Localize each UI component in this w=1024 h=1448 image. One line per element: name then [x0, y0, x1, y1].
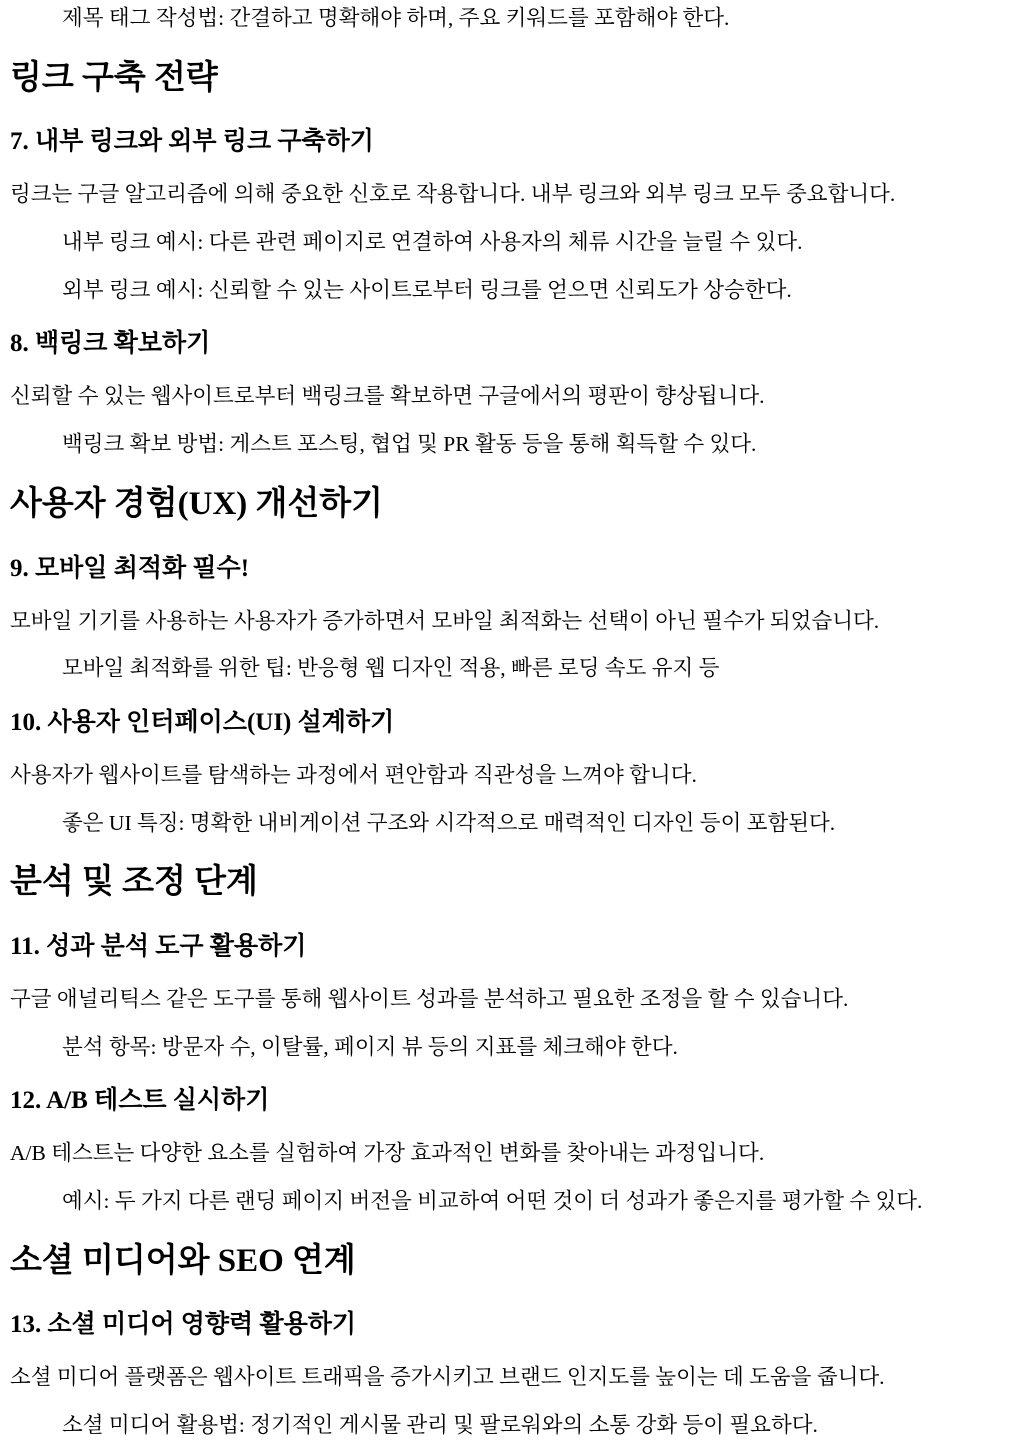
example-ab-test-landing-pages: 예시: 두 가지 다른 랜딩 페이지 버전을 비교하여 어떤 것이 더 성과가 좋은지를 평가할 수 있다. — [62, 1189, 923, 1214]
subheading-8-backlinks: 8. 백링크 확보하기 — [10, 330, 211, 358]
example-internal-link: 내부 링크 예시: 다른 관련 페이지로 연결하여 사용자의 체류 시간을 늘릴 수 있다. — [62, 230, 803, 255]
paragraph-ui-comfort-intuition: 사용자가 웹사이트를 탐색하는 과정에서 편안함과 직관성을 느껴야 합니다. — [10, 762, 697, 787]
paragraph-backlink-reputation: 신뢰할 수 있는 웹사이트로부터 백링크를 확보하면 구글에서의 평판이 향상됩니다. — [10, 384, 765, 409]
tip-social-media-usage: 소셜 미디어 활용법: 정기적인 게시물 관리 및 팔로워와의 소통 강화 등이 필요하다. — [62, 1413, 818, 1438]
subheading-10-ui-design: 10. 사용자 인터페이스(UI) 설계하기 — [10, 708, 395, 736]
tip-backlink-methods: 백링크 확보 방법: 게스트 포스팅, 협업 및 PR 활동 등을 통해 획득할 수 있다. — [62, 432, 757, 457]
paragraph-google-analytics: 구글 애널리틱스 같은 도구를 통해 웹사이트 성과를 분석하고 필요한 조정을 할 수 있습니다. — [10, 986, 849, 1011]
heading-link-building-strategy: 링크 구축 전략 — [10, 59, 218, 96]
paragraph-links-google-algorithm: 링크는 구글 알고리즘에 의해 중요한 신호로 작용합니다. 내부 링크와 외부 링크 모두 중요합니다. — [10, 182, 896, 207]
paragraph-ab-test-definition: A/B 테스트는 다양한 요소를 실험하여 가장 효과적인 변화를 찾아내는 과정입니다. — [10, 1141, 765, 1166]
tip-good-ui-traits: 좋은 UI 특징: 명확한 내비게이션 구조와 시각적으로 매력적인 디자인 등이 포함된다. — [62, 810, 836, 835]
subheading-12-ab-testing: 12. A/B 테스트 실시하기 — [10, 1087, 270, 1115]
heading-analysis-adjustment: 분석 및 조정 단계 — [10, 864, 258, 901]
heading-ux-improvement: 사용자 경험(UX) 개선하기 — [10, 485, 384, 522]
subheading-13-social-media-influence: 13. 소셜 미디어 영향력 활용하기 — [10, 1311, 357, 1339]
paragraph-mobile-users-growth: 모바일 기기를 사용하는 사용자가 증가하면서 모바일 최적화는 선택이 아닌 필수가 되었습니다. — [10, 608, 880, 633]
example-external-link: 외부 링크 예시: 신뢰할 수 있는 사이트로부터 링크를 얻으면 신뢰도가 상승한다. — [62, 277, 792, 302]
tip-mobile-optimization: 모바일 최적화를 위한 팁: 반응형 웹 디자인 적용, 빠른 로딩 속도 유지 등 — [62, 656, 720, 681]
subheading-9-mobile-optimization: 9. 모바일 최적화 필수! — [10, 554, 250, 582]
subheading-11-analytics-tools: 11. 성과 분석 도구 활용하기 — [10, 932, 307, 960]
paragraph-social-media-traffic: 소셜 미디어 플랫폼은 웹사이트 트래픽을 증가시키고 브랜드 인지도를 높이는 데 도움을 줍니다. — [10, 1365, 885, 1390]
subheading-7-internal-external-links: 7. 내부 링크와 외부 링크 구축하기 — [10, 128, 374, 156]
tip-title-tag-writing: 제목 태그 작성법: 간결하고 명확해야 하며, 주요 키워드를 포함해야 한다. — [62, 6, 730, 30]
tip-analysis-metrics: 분석 항목: 방문자 수, 이탈률, 페이지 뷰 등의 지표를 체크해야 한다. — [62, 1034, 678, 1059]
heading-social-media-seo: 소셜 미디어와 SEO 연계 — [10, 1242, 356, 1279]
